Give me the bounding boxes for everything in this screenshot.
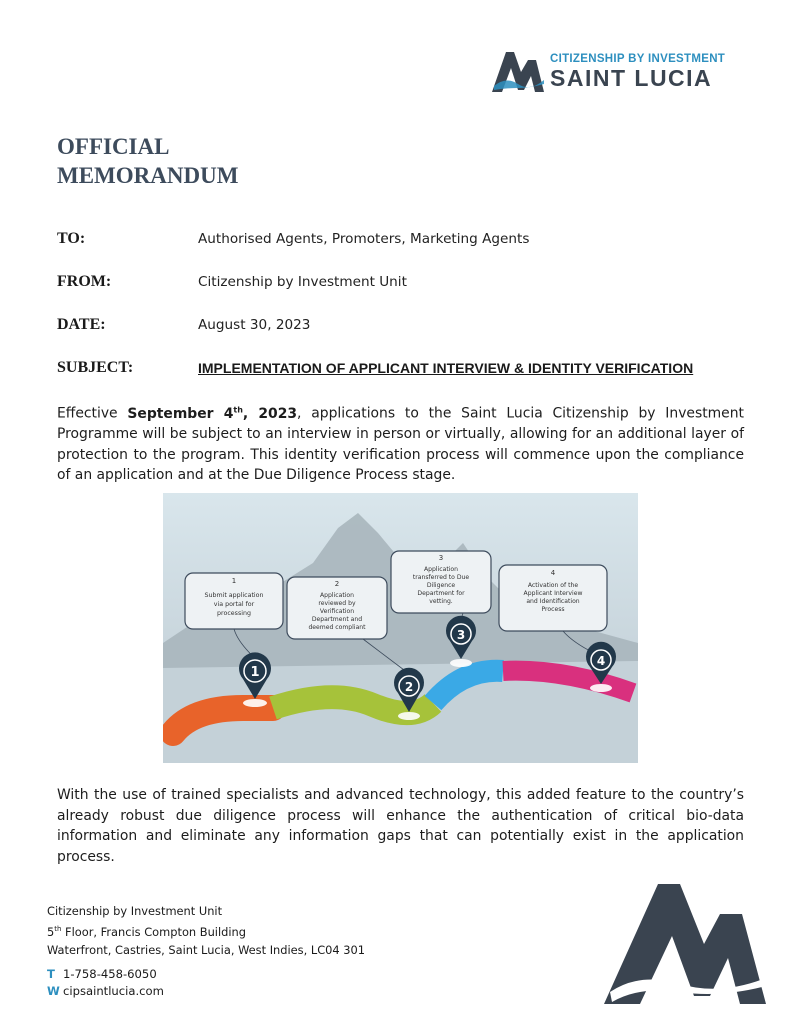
pin-1-number: 1 (250, 665, 260, 680)
step-4-number: 4 (550, 569, 556, 577)
footer-contact (47, 966, 164, 1000)
step-3-text-line-2: transferred to Due (412, 574, 470, 581)
footer-logo (600, 880, 770, 1014)
memo-title-line2: MEMORANDUM (57, 163, 239, 188)
pin-4-number: 4 (596, 654, 606, 668)
step-3-text-line-4: Department for (417, 590, 465, 597)
process-infographic-svg (163, 493, 638, 763)
from-value: Citizenship by Investment Unit (198, 274, 407, 290)
step-1-callout (185, 573, 283, 629)
p1-rest: , applications to the Saint Lucia Citizenship by Investment Programme will be subject to an interview in person or virtually, allowing for an additional layer of protection to the program. This identity verification process will commence upon the compliance of an application and at the Due Diligence Process stage. (57, 405, 744, 484)
date-label: DATE: (57, 316, 106, 333)
step-2-text-line-2: reviewed by (318, 600, 356, 607)
step-4-text-line-2: Applicant Interview (523, 590, 583, 597)
step-2-text-line-3: Verification (319, 608, 355, 615)
subject-value: IMPLEMENTATION OF APPLICANT INTERVIEW & IDENTITY VERIFICATION (198, 360, 694, 376)
step-4-text-line-4: Process (541, 606, 565, 613)
step-3-text-line-3: Diligence (426, 582, 456, 589)
process-infographic (163, 493, 638, 763)
step-1-text-line-3: processing (217, 610, 251, 617)
step-3-text-line-1: Application (423, 566, 459, 573)
from-label: FROM: (57, 273, 112, 290)
logo-tagline: CITIZENSHIP BY INVESTMENT (550, 53, 726, 65)
subject-label: SUBJECT: (57, 359, 134, 376)
saint-lucia-large-logo-icon (600, 880, 770, 1010)
step-1-text-line-1: Submit application (204, 592, 264, 599)
p1-date-sup: th (233, 405, 243, 414)
p1-prefix: Effective (57, 405, 128, 422)
body-paragraph-2: With the use of trained specialists and advanced technology, this added feature to the country’s already robust due diligence process will enhance the authentication of critical bio-data information and eliminate any information gaps that can potentially exist in the application process. (57, 787, 744, 865)
footer-floor (47, 920, 365, 941)
step-2-text-line-1: Application (319, 592, 355, 599)
step-3-text-line-5: vetting. (429, 598, 453, 605)
body-paragraph-1 (57, 400, 744, 486)
date-value: August 30, 2023 (198, 317, 311, 333)
p1-date-part-a: September 4 (127, 405, 234, 422)
step-1-text-line-2: via portal for (213, 601, 255, 608)
step-4-callout (499, 565, 607, 631)
step-4-text-line-3: and Identification (526, 598, 580, 605)
step-1-number: 1 (231, 577, 237, 585)
step-2-number: 2 (334, 580, 340, 588)
p1-date-part-b: , 2023 (242, 405, 298, 422)
step-3-callout (391, 551, 491, 613)
saint-lucia-logo-icon (490, 46, 546, 94)
step-2-text-line-4: Department and (311, 616, 363, 623)
step-2-callout (287, 577, 387, 639)
pin-3-number: 3 (456, 628, 466, 642)
p1-effective-date (127, 406, 297, 422)
step-2-text-line-5: deemed compliant (308, 624, 366, 631)
header-logo (490, 44, 740, 96)
step-4-text-line-1: Activation of the (527, 582, 579, 589)
phone-key: T (47, 967, 55, 981)
web-key: W (47, 984, 60, 998)
footer-phone-row (47, 966, 164, 983)
pin-2-number: 2 (404, 680, 414, 694)
to-value: Authorised Agents, Promoters, Marketing Agents (198, 231, 530, 247)
footer-address (47, 902, 365, 959)
step-3-number: 3 (438, 554, 444, 562)
memo-title (57, 132, 238, 190)
logo-name: SAINT LUCIA (550, 65, 713, 91)
footer-phone: 1-758-458-6050 (63, 967, 157, 981)
memo-title-line1: OFFICIAL (57, 134, 170, 159)
footer-floor-rest: Floor, Francis Compton Building (61, 924, 246, 939)
footer-floor-number: 5 (47, 924, 55, 939)
footer-street: Waterfront, Castries, Saint Lucia, West Indies, LC04 301 (47, 942, 366, 957)
footer-web-row (47, 983, 164, 1000)
footer-unit: Citizenship by Investment Unit (47, 904, 223, 918)
footer-website-link[interactable]: cipsaintlucia.com (63, 984, 164, 998)
to-label: TO: (57, 230, 86, 247)
footer-floor-sup: th (54, 925, 62, 933)
